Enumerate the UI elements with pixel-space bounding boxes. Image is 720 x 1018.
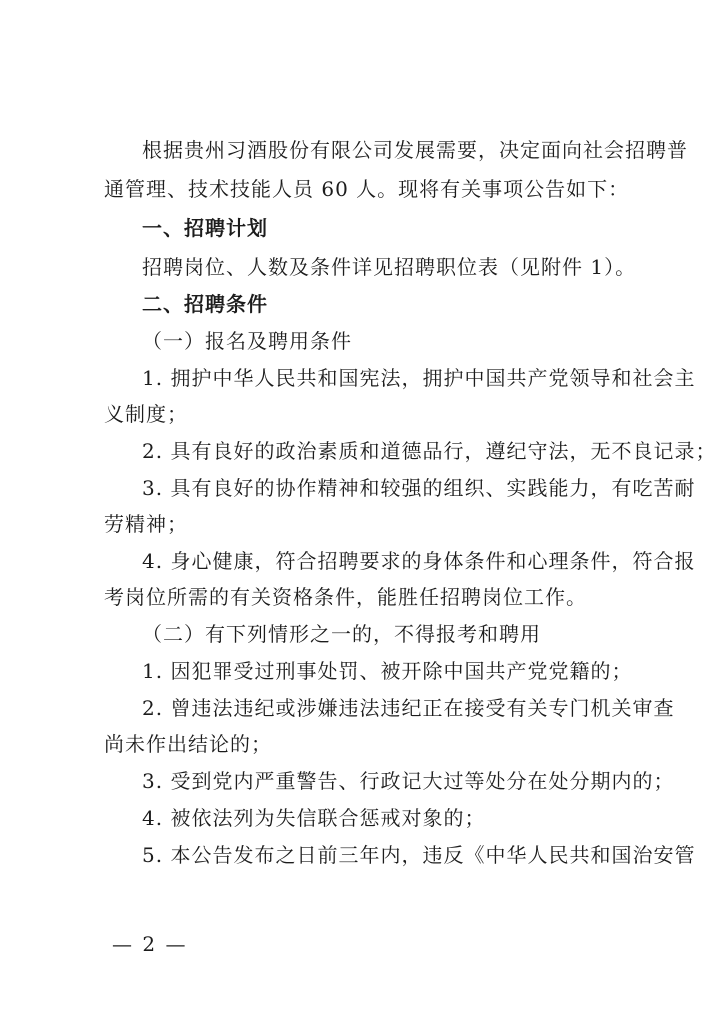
condition-3-line-2: 劳精神；: [104, 512, 188, 536]
condition-4-line-1: 4. 身心健康，符合招聘要求的身体条件和心理条件，符合报: [142, 549, 696, 573]
subsection-heading-registration-conditions: （一）报名及聘用条件: [142, 329, 352, 353]
section-heading-recruitment-plan: 一、招聘计划: [142, 216, 268, 240]
condition-1-line-1: 1. 拥护中华人民共和国宪法，拥护中国共产党领导和社会主: [142, 366, 696, 390]
disqualification-2-line-1: 2. 曾违法违纪或涉嫌违法违纪正在接受有关专门机关审查: [142, 696, 675, 720]
disqualification-1: 1. 因犯罪受过刑事处罚、被开除中国共产党党籍的；: [142, 659, 633, 683]
condition-1-line-2: 义制度；: [104, 402, 188, 426]
section-heading-recruitment-conditions: 二、招聘条件: [142, 292, 268, 316]
condition-3-line-1: 3. 具有良好的协作精神和较强的组织、实践能力，有吃苦耐: [142, 476, 696, 500]
subsection-heading-disqualifications: （二）有下列情形之一的，不得报考和聘用: [142, 622, 541, 646]
disqualification-5-line-1: 5. 本公告发布之日前三年内，违反《中华人民共和国治安管: [142, 843, 696, 867]
disqualification-4: 4. 被依法列为失信联合惩戒对象的；: [142, 806, 486, 830]
recruitment-plan-text: 招聘岗位、人数及条件详见招聘职位表（见附件 1）。: [142, 255, 637, 279]
intro-paragraph-line-1: 根据贵州习酒股份有限公司发展需要，决定面向社会招聘普: [142, 138, 688, 162]
intro-paragraph-line-2: 通管理、技术技能人员 60 人。现将有关事项公告如下：: [104, 177, 630, 201]
page-number: — 2 —: [112, 932, 188, 956]
disqualification-2-line-2: 尚未作出结论的；: [104, 732, 272, 756]
condition-4-line-2: 考岗位所需的有关资格条件，能胜任招聘岗位工作。: [104, 585, 587, 609]
disqualification-3: 3. 受到党内严重警告、行政记大过等处分在处分期内的；: [142, 769, 675, 793]
condition-2: 2. 具有良好的政治素质和道德品行，遵纪守法，无不良记录；: [142, 439, 717, 463]
